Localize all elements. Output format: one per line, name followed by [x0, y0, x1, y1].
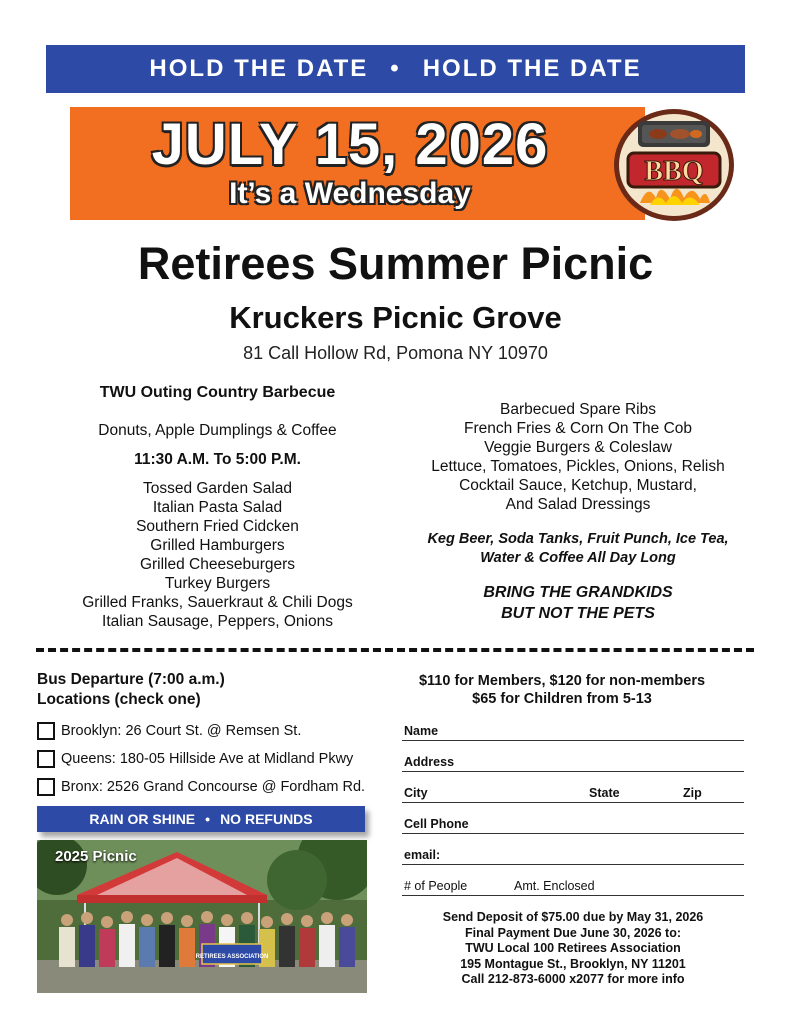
event-venue: Kruckers Picnic Grove: [229, 300, 562, 335]
location-option-bronx[interactable]: [37, 778, 365, 796]
location-option-brooklyn[interactable]: [37, 722, 301, 740]
rain-or-shine-text: RAIN OR SHINE: [89, 811, 196, 827]
bus-departure-time: Bus Departure (7:00 a.m.): [37, 671, 225, 688]
menu-left-column: [60, 383, 375, 631]
payment-instructions: [402, 910, 744, 988]
phone-info-line: Call 212-873-6000 x2077 for more info: [461, 972, 685, 986]
rain-or-shine-banner: [37, 806, 365, 832]
photo-banner-text: RETIREES ASSOCIATION: [195, 954, 269, 960]
mailing-address-line: 195 Montague St., Brooklyn, NY 11201: [460, 956, 686, 971]
cut-line-divider: [36, 648, 754, 652]
location-label: Brooklyn: 26 Court St. @ Remsen St.: [61, 723, 302, 739]
event-weekday: It’s a Wednesday: [229, 177, 471, 210]
payee-line: TWU Local 100 Retirees Association: [465, 941, 681, 955]
menu-heading: TWU Outing Country Barbecue: [99, 384, 336, 401]
location-checkbox[interactable]: [37, 722, 55, 740]
hold-date-text-left: HOLD THE DATE: [149, 55, 369, 82]
rain-bullet: •: [205, 811, 211, 827]
email-field[interactable]: [402, 834, 744, 865]
deposit-line: Send Deposit of $75.00 due by May 31, 2026: [442, 910, 704, 924]
event-date-banner: [70, 107, 645, 220]
event-title: Retirees Summer Picnic: [137, 238, 654, 289]
grandkids-note-line-1: BRING THE GRANDKIDS: [483, 584, 673, 601]
state-label: State: [589, 786, 620, 800]
city-label: City: [404, 786, 428, 800]
drinks-line-2: Water & Coffee All Day Long: [480, 550, 676, 566]
no-refunds-text: NO REFUNDS: [220, 811, 313, 827]
menu-item: And Salad Dressings: [505, 496, 651, 513]
event-address: 81 Call Hollow Rd, Pomona NY 10970: [243, 343, 548, 363]
hold-date-bullet: •: [390, 55, 401, 82]
bbq-logo-text: BBQ: [644, 156, 704, 187]
final-payment-line: Final Payment Due June 30, 2026 to:: [464, 925, 682, 940]
menu-item: Grilled Hamburgers: [150, 537, 285, 554]
menu-item: Barbecued Spare Ribs: [500, 401, 656, 418]
menu-hours: 11:30 A.M. To 5:00 P.M.: [134, 451, 301, 468]
grandkids-note-line-2: BUT NOT THE PETS: [501, 605, 655, 622]
picnic-photo: [37, 840, 367, 993]
bus-departure-heading: [37, 670, 225, 710]
location-label: Bronx: 2526 Grand Concourse @ Fordham Rd.: [61, 779, 366, 795]
menu-item: Italian Pasta Salad: [152, 499, 283, 516]
number-of-people-label: # of People: [404, 879, 468, 893]
hold-the-date-banner: [46, 45, 745, 93]
name-field[interactable]: [402, 710, 744, 741]
location-label: Queens: 180-05 Hillside Ave at Midland Pkwy: [61, 751, 354, 767]
amount-enclosed-label: Amt. Enclosed: [514, 879, 595, 893]
zip-label: Zip: [683, 786, 702, 800]
people-amount-field[interactable]: [402, 865, 744, 896]
menu-right-column: [408, 400, 748, 624]
menu-item: Turkey Burgers: [164, 575, 271, 592]
menu-item: Grilled Franks, Sauerkraut & Chili Dogs: [82, 594, 353, 611]
photo-caption: 2025 Picnic: [55, 848, 137, 865]
child-pricing: $65 for Children from 5-13: [472, 691, 652, 707]
location-checkbox[interactable]: [37, 750, 55, 768]
menu-item: Veggie Burgers & Coleslaw: [484, 439, 672, 456]
city-state-zip-field[interactable]: [402, 772, 744, 803]
address-field[interactable]: [402, 741, 744, 772]
name-label: Name: [404, 724, 439, 738]
address-label: Address: [404, 755, 455, 769]
email-label: email:: [404, 848, 441, 862]
menu-item: Lettuce, Tomatoes, Pickles, Onions, Relish: [431, 458, 725, 475]
menu-item: French Fries & Corn On The Cob: [464, 420, 692, 437]
cell-phone-field[interactable]: [402, 803, 744, 834]
location-option-queens[interactable]: [37, 750, 353, 768]
menu-breakfast: Donuts, Apple Dumplings & Coffee: [98, 422, 337, 439]
drinks-line-1: Keg Beer, Soda Tanks, Fruit Punch, Ice Tea,: [427, 531, 729, 547]
menu-item: Italian Sausage, Peppers, Onions: [102, 613, 333, 630]
event-date: JULY 15, 2026: [151, 112, 549, 177]
grandkids-note: [408, 582, 748, 624]
menu-item: Cocktail Sauce, Ketchup, Mustard,: [459, 477, 697, 494]
drinks-text: [408, 530, 748, 568]
hold-date-text-right: HOLD THE DATE: [422, 55, 642, 82]
menu-item: Grilled Cheeseburgers: [139, 556, 296, 573]
cell-phone-label: Cell Phone: [404, 817, 469, 831]
location-checkbox[interactable]: [37, 778, 55, 796]
menu-item: Tossed Garden Salad: [142, 480, 293, 497]
pricing-info: [392, 672, 732, 708]
menu-item: Southern Fried Cidcken: [136, 518, 299, 535]
bbq-grill-icon: [608, 103, 740, 225]
member-pricing: $110 for Members, $120 for non-members: [418, 673, 706, 689]
bus-locations-heading: Locations (check one): [37, 691, 201, 708]
